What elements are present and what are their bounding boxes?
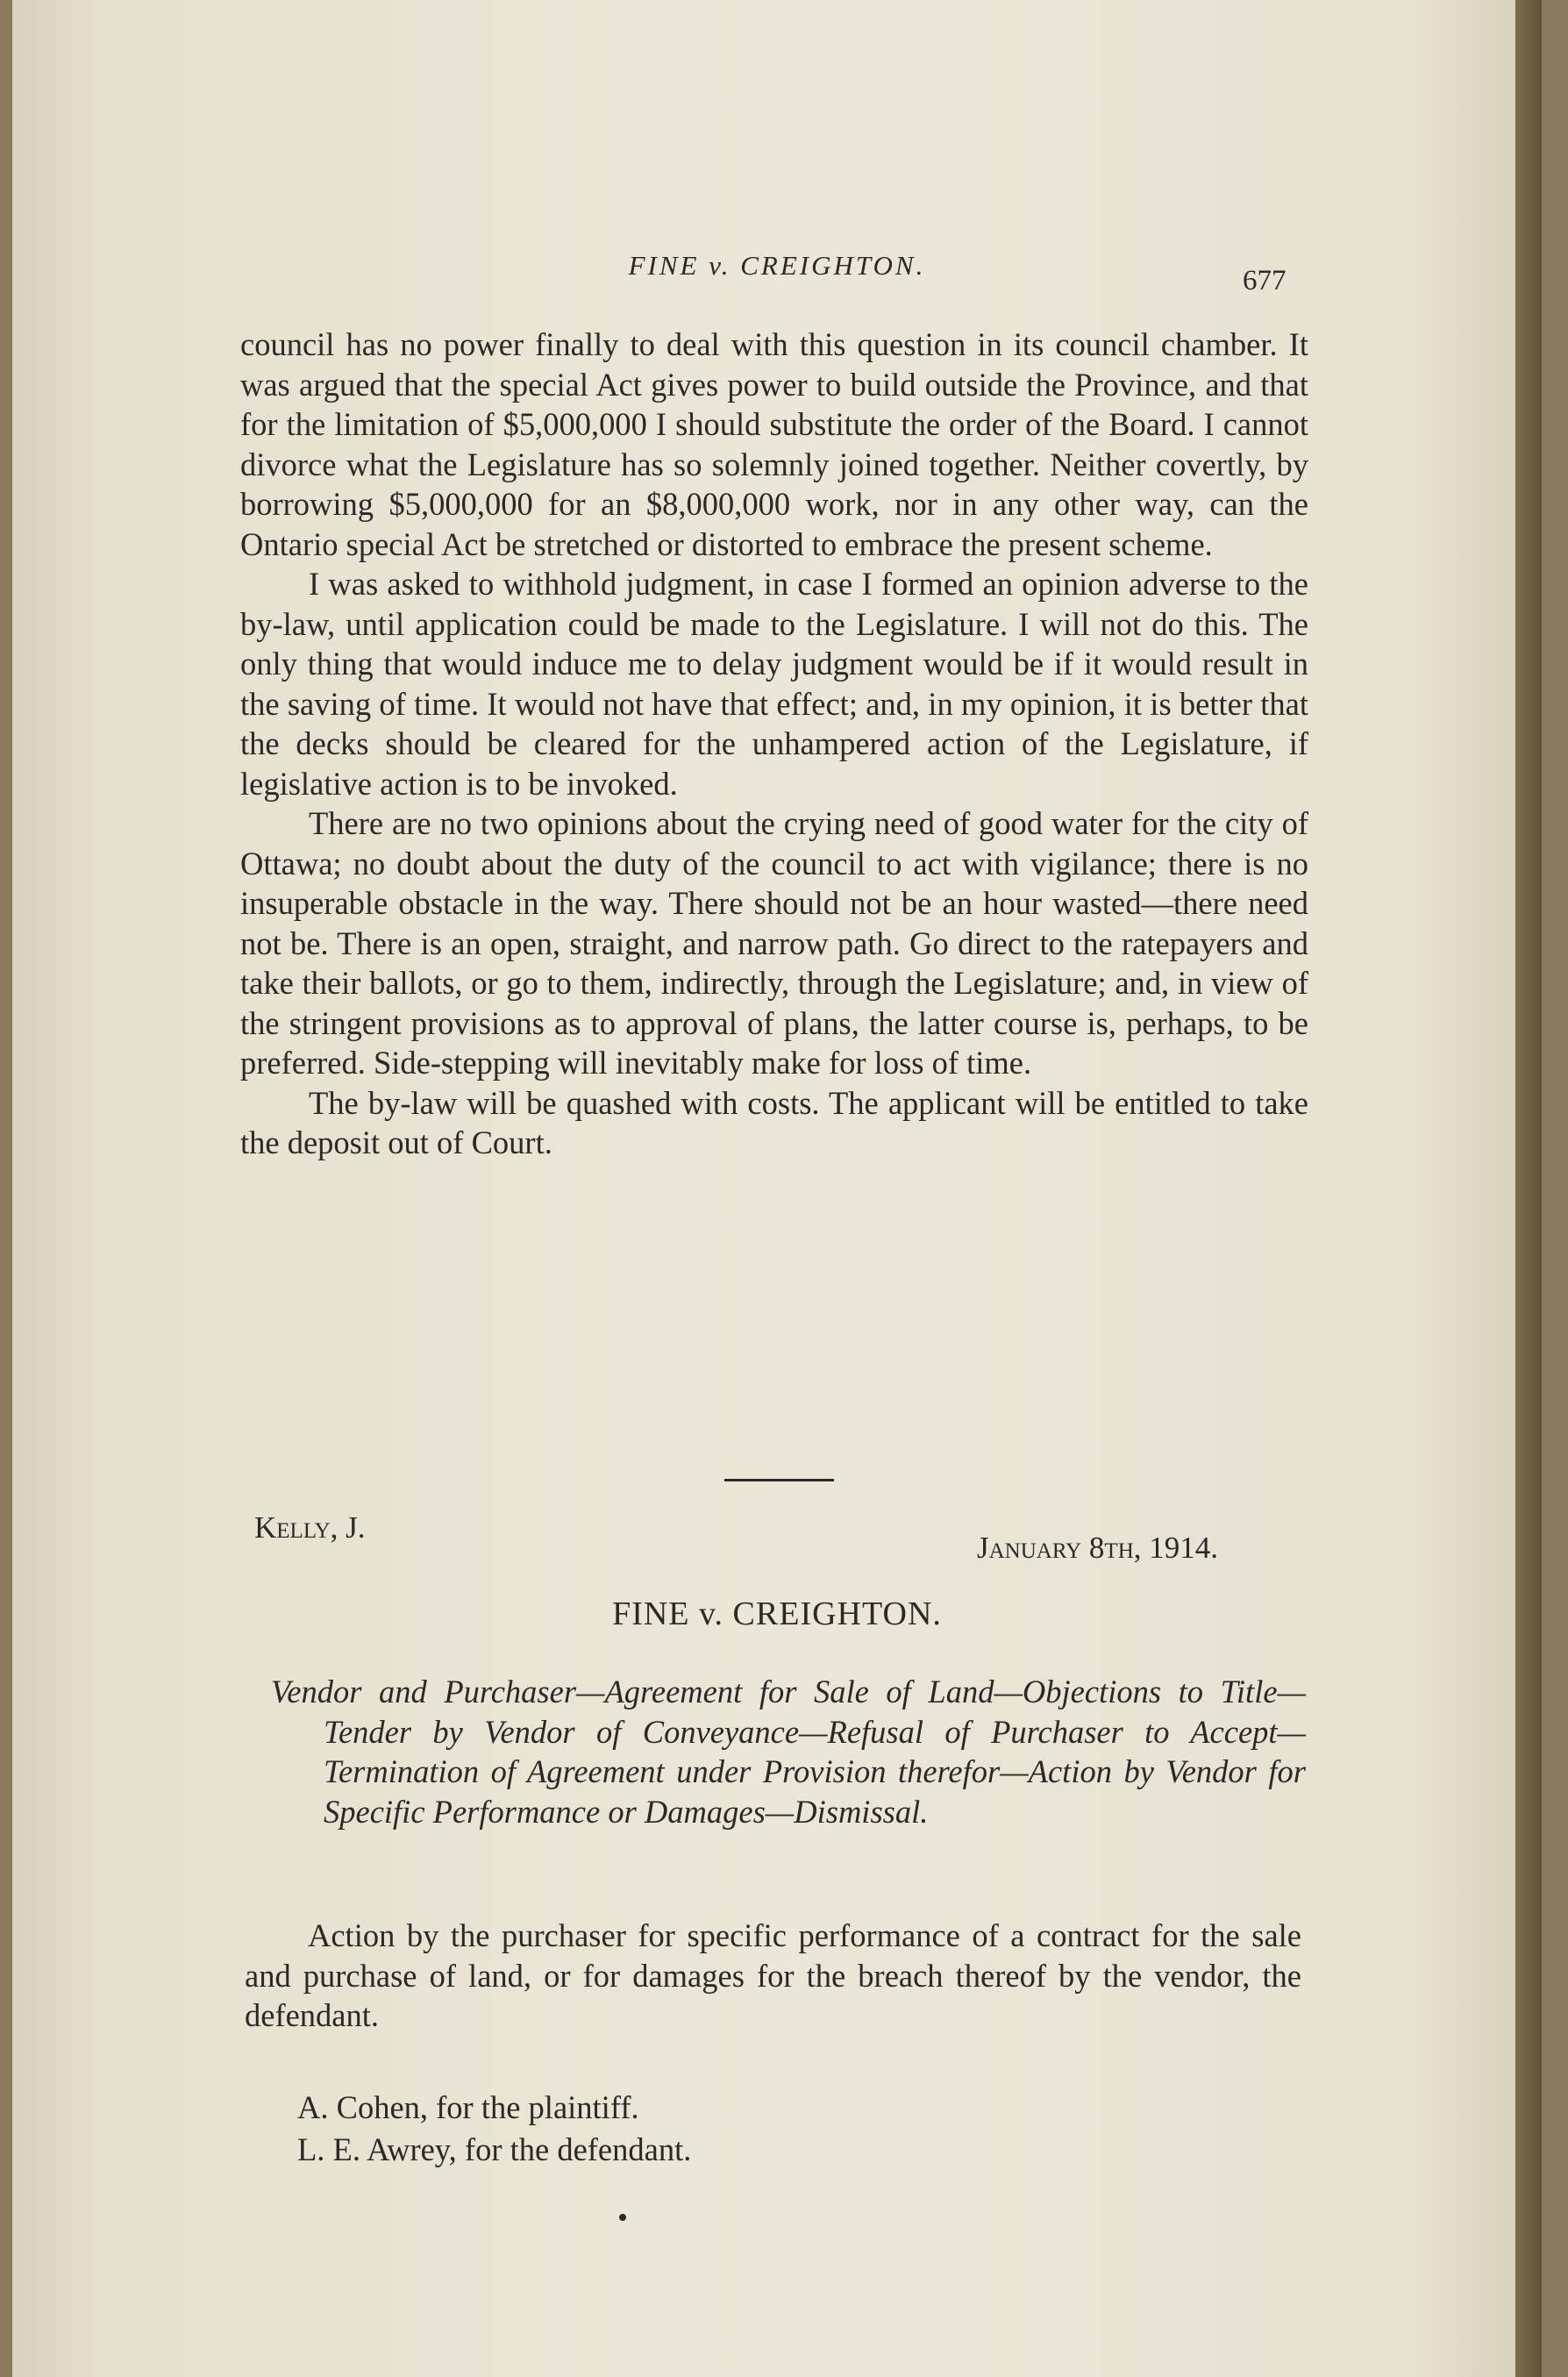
headnote: Vendor and Purchaser—Agreement for Sale of Land—Objections to Title—Tender by Vendor of Conveyance—Refusal of Purchaser to Accept—Termination of Agreement under Provision therefor—Action by Vendor for Specific Performance or Damages—Dismissal. (271, 1674, 1306, 1830)
paragraph: The by-law will be quashed with costs. The applicant will be entitled to take the deposit out of Court. (240, 1084, 1308, 1160)
book-binding-edge (1515, 0, 1542, 2377)
judgment-body (240, 325, 1308, 1163)
page-number: 677 (1243, 265, 1286, 296)
paragraph: council has no power finally to deal with this question in its council chamber. It was argued that the special Act gives power to build outside the Province, and that for the limitation of $5,000,000 I should substitute the order of the Board. I cannot divorce what the Legislature has so solemnly joined together. Neither covertly, by borrowing $5,000,000 for an $8,000,000 work, nor in any other way, can the Ontario special Act be stretched or distorted to embrace the present scheme. (240, 326, 1308, 562)
running-head: FINE v. CREIGHTON. (628, 250, 926, 281)
case-statement: Action by the purchaser for specific performance of a contract for the sale and purchase of land, or for damages for the breach thereof by the vendor, the defendant. (245, 1917, 1301, 2033)
paragraph: I was asked to withhold judgment, in case I formed an opinion adverse to the by-law, until application could be made to the Legislature. I will not do this. The only thing that would induce me to delay judgment would be if it would result in the saving of time. It would not have that effect; and, in my opinion, it is better that the decks should be cleared for the unhampered action of the Legislature, if legislative action is to be invoked. (240, 566, 1308, 802)
counsel-defendant: L. E. Awrey, for the defendant. (297, 2131, 692, 2167)
judgment-date: January 8th, 1914. (977, 1531, 1219, 1565)
ink-mark (619, 2214, 626, 2221)
judge-name: Kelly, J. (254, 1510, 366, 1545)
counsel-plaintiff: A. Cohen, for the plaintiff. (297, 2089, 639, 2125)
book-page (12, 0, 1542, 2377)
case-title: FINE v. CREIGHTON. (612, 1595, 942, 1632)
paragraph: There are no two opinions about the crying need of good water for the city of Ottawa; no doubt about the duty of the council to act with vigilance; there is no insuperable obstacle in the way. There should not be an hour wasted—there need not be. There is an open, straight, and narrow path. Go direct to the ratepayers and take their ballots, or go to them, indirectly, through the Legislature; and, in view of the stringent provisions as to approval of plans, the latter course is, perhaps, to be preferred. Side-stepping will inevitably make for loss of time. (240, 805, 1308, 1081)
section-divider (724, 1479, 834, 1481)
